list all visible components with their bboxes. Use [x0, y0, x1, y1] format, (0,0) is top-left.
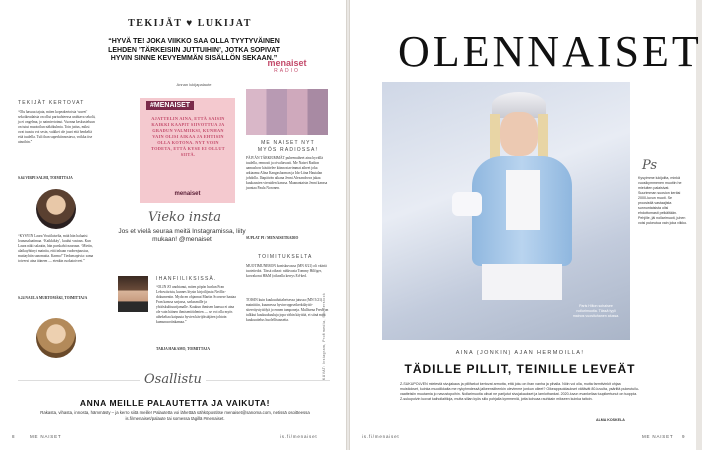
tekija2-text: “KYSYIN Laura Voutilaiselta, mitä hän haluaisi lounasalaatimaa. ‘Kaikkikäy’, kuului vastaus. Kun Laura näki salaatin, hän purskahti nauruun. ‘Mietin, alaikuyhtinyt mainita, että inhaan vuohenjuustoa, muttayhtin sanomatta. Karma!’ Tiedansopivia: sama toiveesi aina itäneen — etenkin ruokatoiveet.”: [18, 234, 94, 263]
article-body: Z-SUKUPOLVEN mielestä sivujakaus ja pillifarkut kertovat armotta, että joku on ihan vanha ja pihalla. Nöin voi olla, mutta farmitvinkit ohjaa muistiokset, kuinka muodikkaita me nykyhmdessä jalkeensiihenkin olevimme jonkun olleet? Oikeappsoidaukset vältävät 80-luvulta, ysäriltä pukeutuiluvaatteisiin muutamia jo navustopoihin. Nollarimuotia olivat ne parijutut sivujakaukset ja lamlothankat. 2020-luvun evankeliaa tuupikertunut on tuoppia. Z-sukupolvin luovat kaihoilaitiloja, mutta sillan kyös siilo pohjalla kymmeniä, jotta kohoaa rauhkain mikseen kuinka taitoin.: [400, 382, 639, 401]
author-photo-3: [118, 276, 148, 312]
article-signature: ALMA KOSKELA: [596, 418, 625, 422]
feedback-text: Rakasta, vihasta, innosta, hämmästy – ja kerro siitä meille! Palautetta voi lähettää sähköpostitse menaiset@sanoma.com, netissä osoitteessa is.fi/menaiset/palaute tai somessa tägillä #menaiset.: [40, 410, 310, 421]
feedback-heading: ANNA MEILLE PALAUTETTA JA VAIKUTA!: [79, 398, 271, 408]
radio-logo-block: [258, 58, 316, 74]
white-top: [506, 170, 540, 230]
radio-text: PÄIVÄN TÄRKEIMMÄT puheenaiheet aina hyvällä tuulella, rennosti ja oivaltavasti. Me Naiset Radion aamushow käsittelee kiinnostavimmat aiheet joka arkiaamu Alina Kangasluoman ja Ida-Liina Hautalan johdolla. Iltapäivän aikana Jenni Alexandrova jakaa kuukausien vieraiden kanssa. Maanantaisin Jenni kanssa juontaa Paula Noronen.: [246, 156, 328, 190]
vieko-script: Vieko insta: [148, 210, 222, 225]
magazine-name-right: ME NAISET: [642, 434, 674, 439]
article-kicker: AINA (JONKIN) AJAN HERMOILLA!: [455, 350, 585, 356]
quote-source: Annan lukijapalaute: [176, 82, 212, 87]
toimitus-text-2: TOISIN kuin kuukuuluttaheisessa jutussa (MN 5/21) mainittiin, kuumessa hyvinvoppsetkerkdäyttösiteeritystyttölyä jo ennen tamponeja. Mallisena Fresh on tulkkut kuukuukuuluja jopa vähin käyttöä, ei siinä mitä kuukuuttelus huolellisuuseita.: [246, 298, 329, 322]
osallistu-script: Osallistu: [140, 372, 206, 387]
section-header: TEKIJÄT ♥ LUKIJAT: [128, 18, 252, 29]
photo-credit: KUVAT: Instagram, Profimedia, Shutterstock: [322, 292, 326, 380]
page-number-left: 8: [12, 434, 16, 439]
hero-photo: [382, 82, 630, 340]
white-skirt: [482, 264, 562, 300]
instagram-quote-text: AJATTELIN AINA, ETTÄ SAISIN KAIKKI KAAPIT SIIVOTTUA JA GRADUN VALMIIKSI, KUNHAN VAIN OLISI AIKAA JA EHTISIN OLLA KOTONA. NYT VOIN TODETA, ETTÄ KYSE EI OLLUT SIITÄ.: [151, 116, 225, 157]
white-bag: [452, 192, 482, 216]
author-photo-1: [36, 189, 76, 229]
toimitus-heading: TOIMITUKSELTA: [258, 254, 313, 260]
right-page: [322, 0, 702, 450]
radio-sublabel: RADIO: [274, 68, 300, 74]
side-text: Kysyimme lukijoilta, minkä vuosikymmenen muotiin he mieluiten palaisivat. Suurimman suosion keräsi 2000-luvun muoti. Se proosistiä vastaajista sunnuntaisista olisi ehdottomasti pelkältään. Pehjille, jäi nollarimuoti, juhen voisi pukeutua vain joka viikko.: [638, 176, 688, 225]
website-right: is.fi/menaiset: [362, 434, 400, 439]
ihan-header: IHANFIILIKSISSÄ.: [156, 276, 217, 282]
tekija-text: “Olu hassua tajuta, miten kopeakertoista ‘uuvet’ sekoikeudaista on ollut parisuhteessa urahtava sekolä, ja ei ongelma, jo naimiertoinut. Vuonna keskusteluun on tutut muotoilun näkökulmia. Toin juttus, miksi ovat tuustu voi sesin, vaikkei ole juuri että henkeliä että tuulella. Tuli ihan superkiinnostava, voikka itse ainoihin.”: [18, 110, 96, 144]
radio-heading: ME NAISET NYT MYÖS RADIOSSA!: [257, 140, 319, 153]
tekija-header: TEKIJÄT KERTOVAT: [18, 100, 85, 106]
ihan-text-a: “OLIN JO unohtanut, miten pöpön hurlun Fran Lebowitzista, kunnes löysin kirjoilijasta Netflix-dokumentin. Mydscen ohjannut Martin Scorsese haataa Fran kanssa sarjassa, sarkasmille ja yhtiöskulttuurijamalle. Kaukun ihmisen kanssa ei aina ole vain häinen ihmisentöidenten — se voi olla myös aihekeltaa kaipuuta hyvien kävijöistäjäen johtoin kumunuoriinkamaa.”: [156, 285, 236, 324]
toimitus-text-1: MUOTIMUNERON koniskuvassa (MN 8/21) oli vääriä tuotetiedot. Tässä oikeat: rahkvusta Tommy Hilfiger, korvakorut H&M (oikealla kerrys Ed-ked.: [246, 264, 327, 278]
radio-logo: menaiset: [267, 58, 307, 68]
radio-signature: SUPLAT PI / MENAISETRADIO: [246, 236, 299, 240]
tekija-signature: S.64 VIRPI SALMI, TOIMITTAJA: [18, 176, 73, 180]
face-shape: [500, 112, 538, 156]
instagram-invite: Jos et vielä seuraa meitä Instagramissa, liity mukaan! @menaiset: [118, 228, 246, 243]
article-headline: TÄDILLE PILLIT, TEINILLE LEVEÄT: [404, 362, 636, 376]
page-number-right: 9: [682, 434, 686, 439]
instagram-quote-box: [140, 98, 235, 203]
ihan-signature: TARJA HAKAMO, TOIMITTAJA: [156, 347, 210, 351]
page-title: OLENNAISET: [398, 27, 702, 76]
radio-hosts-photo: [246, 89, 328, 135]
menaiset-logo: menaiset: [174, 191, 201, 197]
reader-quote: “HYVÄ TE! JOKA VIIKKO SAA OLLA TYYTYVÄINEN LEHDEN ’TÄRKEISIIN JUTTUIHIN’, JOTKA SOPIVAT HYVIN SINNE KEVYEMMÄN SISÄLLÖN SEKAAN.”: [108, 38, 280, 62]
left-page: [0, 0, 346, 450]
photo-caption: Paris Hilton sohaisee nollurimuotia. Tässä tyyli mainos vuosituhanen alussa.: [572, 304, 620, 318]
tekija2-signature: S.24 NAULA MURTOMÄKI, TOIMITTAJA: [18, 296, 88, 300]
website-left: is.fi/menaiset: [280, 434, 318, 439]
side-script: Ps: [642, 158, 658, 173]
author-photo-2: [36, 318, 76, 358]
hashtag-tag: #MENAISET: [146, 101, 194, 110]
magazine-name-left: ME NAISET: [30, 434, 62, 439]
